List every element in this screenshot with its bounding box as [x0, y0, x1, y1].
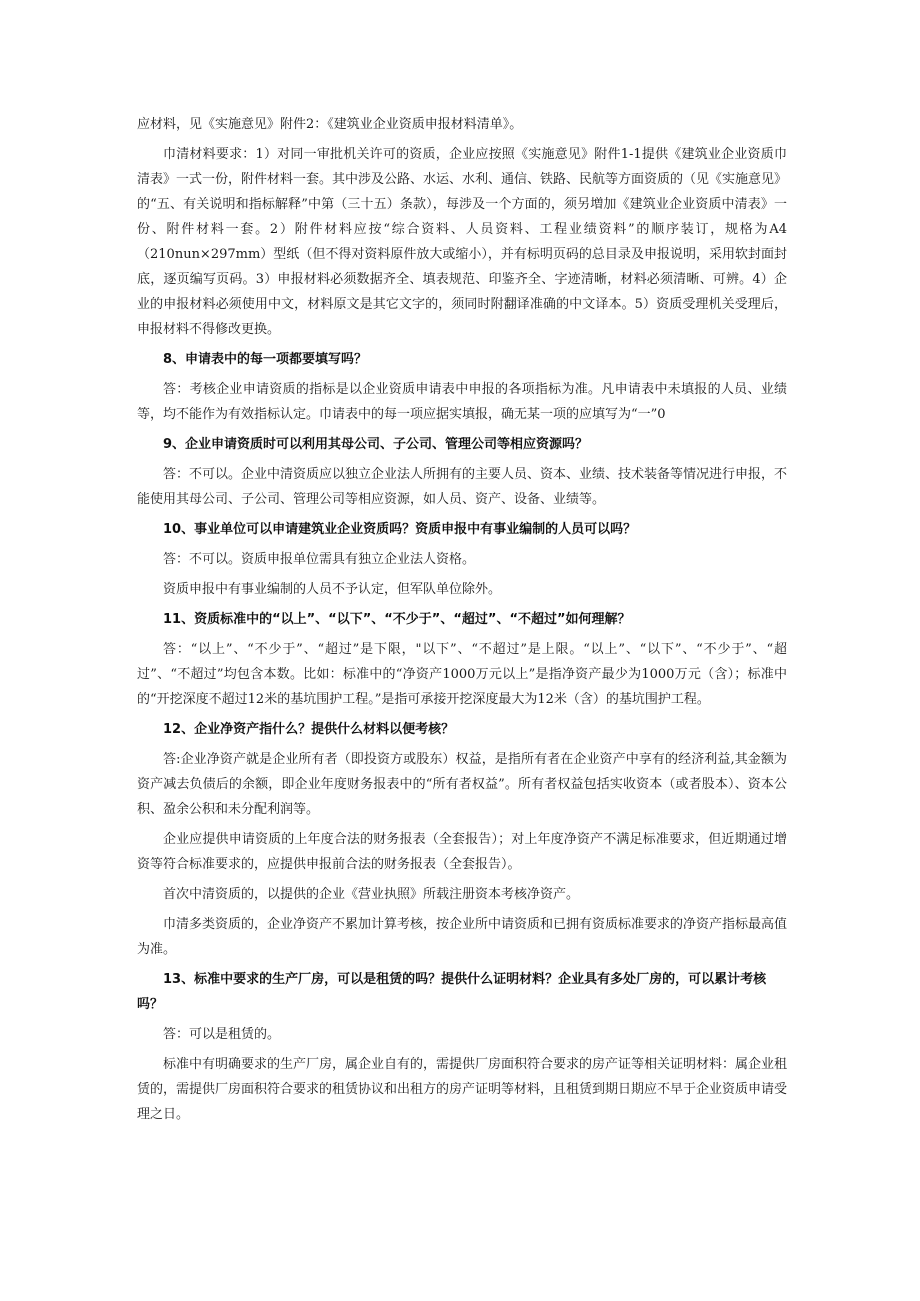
question-heading-10: 10、事业单位可以申请建筑业企业资质吗？资质申报中有事业编制的人员可以吗？: [163, 522, 637, 537]
question-heading-8: 8、申请表中的每一项都要填写吗？: [163, 352, 368, 367]
answer-paragraph-12: 答:企业净资产就是企业所有者（即投资方或股东）权益，是指所有者在企业资产中享有的经济利益,其金额为资产减去负债后的余额，即企业年度财务报表中的“所有者权益”。所有者权益包括实收资本（或者股本）、资本公积、盈余公积和未分配利润等。: [137, 752, 787, 817]
answer-paragraph-8: 答：考核企业申请资质的指标是以企业资质申请表中申报的各项指标为准。凡申请表中未填报的人员、业绩等，均不能作为有效指标认定。巾请表中的每一项应据实填报，确无某一项的应填写为“一”0: [137, 382, 787, 422]
paragraph-material-requirements: 巾清材料要求：1）对同一审批机关许可的资质，企业应按照《实施意见》附件1-1提供《建筑业企业资质巾清表》一式一份，附件材料一套。其中涉及公路、水运、水利、通信、铁路、民航等方面资质的（见《实施意见》的“五、有关说明和指标解释”中第（三十五）条款），每涉及一个方面的，须另増加《建筑业企业资质中清表》一份、附件材料一套。2）附件材料应按“综合资料、人员资料、工程业绩资料”的顺序装订，规格为A4（210nun×297mm）型纸（但不得对资料原件放大或缩小），并有标明页码的总目录及申报说明，采用软封面封底，逐页编写页码。3）申报材料必须数据齐全、填表规范、印鉴齐全、字迹清晰，材料必须清晰、可辨。4）企业的申报材料必须使用中文，材料原文是其它文字的，须同时附翻译准确的中文译本。5）资质受理机关受理后，申报材料不得修改更换。: [137, 147, 788, 337]
document-body: [137, 112, 787, 1132]
answer-paragraph-10-note: 资质申报中有事业编制的人员不予认定，但军队单位除外。: [163, 582, 502, 597]
paragraph-first-application: 首次中清资质的，以提供的企业《营业执照》所载注册资本考核净资产。: [163, 887, 580, 902]
paragraph-materials-reference: 应材料，见《实施意见》附件2：《建筑业企业资质申报材料清单》。: [137, 117, 523, 132]
answer-paragraph-11: 答：“以上”、“不少于”、“超过”是下限，"以下”、“不超过”是上限。“以上”、“以下”、“不少于”、“超过”、“不超过”均包含本数。比如：标准中的“净资产1000万元以上”是指净资产最少为1000万元（含）；标准中的“开挖深度不超过12米的基坑围护工程。”是指可承接开挖深度最大为12米（含）的基坑围护工程。: [137, 642, 787, 707]
answer-paragraph-13: 答：可以是租赁的。: [163, 1027, 281, 1042]
question-heading-13: 13、标准中要求的生产厂房，可以是租赁的吗？提供什么证明材料？企业具有多处厂房的，可以累计考核吗？: [137, 972, 767, 1012]
paragraph-financial-statements: 企业应提供申请资质的上年度合法的财务报表（全套报告）；对上年度净资产不满足标准要求，但近期通过增资等符合标准要求的，应提供申报前合法的财务报表（全套报告）。: [137, 832, 787, 872]
question-heading-12: 12、企业净资产指什么？提供什么材料以便考核？: [163, 722, 455, 737]
question-heading-9: 9、企业申请资质时可以利用其母公司、子公司、管理公司等相应资源吗？: [163, 437, 589, 452]
answer-paragraph-9: 答：不可以。企业中清资质应以独立企业法人所拥有的主要人员、资本、业绩、技术装备等情况进行申报，不能使用其母公司、子公司、管理公司等相应资源，如人员、资产、设备、业绩等。: [137, 467, 788, 507]
question-heading-11: 11、资质标准中的“以上”、“以下”、“不少于”、“超过”、“不超过”如何理解？: [163, 612, 631, 627]
paragraph-factory-proof: 标准中有明确要求的生产厂房，属企业自有的，需提供厂房面积符合要求的房产证等相关证明材料：属企业租赁的，需提供厂房面积符合要求的租赁协议和出租方的房产证明等材料，且租赁到期日期应不早于企业资质申请受理之日。: [137, 1057, 788, 1122]
answer-paragraph-10: 答：不可以。资质申报单位需具有独立企业法人资格。: [163, 552, 476, 567]
paragraph-multiple-qualifications: 巾清多类资质的，企业净资产不累加计算考核，按企业所中请资质和已拥有资质标准要求的净资产指标最高值为准。: [137, 917, 788, 957]
